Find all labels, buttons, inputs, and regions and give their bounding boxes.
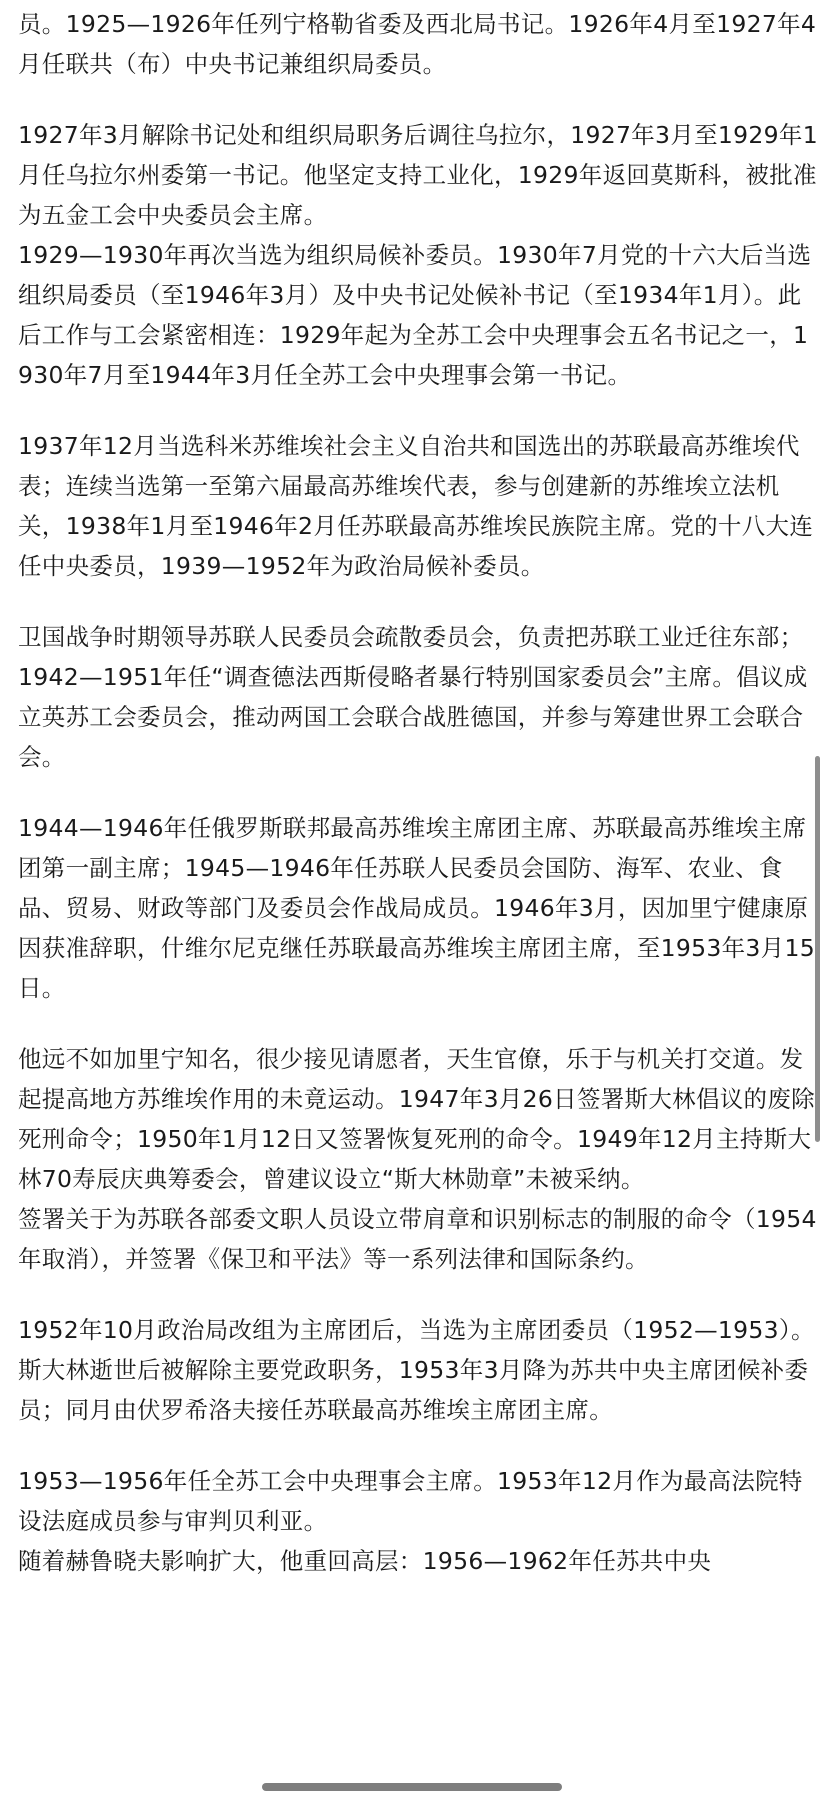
paragraph-4: 1937年12月当选科米苏维埃社会主义自治共和国选出的苏联最高苏维埃代表；连续当选第一至第六届最高苏维埃代表，参与创建新的苏维埃立法机关，1938年1月至1946年2月任苏联最高苏维埃民族院主席。党的十八大连任中央委员，1939—1952年为政治局候补委员。 [18, 432, 814, 580]
paragraph-1: 员。1925—1926年任列宁格勒省委及西北局书记。1926年4月至1927年4月任联共（布）中央书记兼组织局委员。 [18, 10, 817, 78]
paragraph-3: 1929—1930年再次当选为组织局候补委员。1930年7月党的十六大后当选组织局委员（至1946年3月）及中央书记处候补书记（至1934年1月）。此后工作与工会紧密相连：1929年起为全苏工会中央理事会五名书记之一，1930年7月至1944年3月任全苏工会中央理事会第一书记。 [18, 241, 812, 389]
vertical-scrollbar[interactable] [815, 756, 820, 1142]
paragraph-2: 1927年3月解除书记处和组织局职务后调往乌拉尔，1927年3月至1929年1月任乌拉尔州委第一书记。他坚定支持工业化，1929年返回莫斯科，被批准为五金工会中央委员会主席。 [18, 121, 818, 229]
paragraph-10: 1953—1956年任全苏工会中央理事会主席。1953年12月作为最高法院特设法庭成员参与审判贝利亚。 [18, 1467, 803, 1535]
paragraph-7: 他远不如加里宁知名，很少接见请愿者，天生官僚，乐于与机关打交道。发起提高地方苏维埃作用的未竟运动。1947年3月26日签署斯大林倡议的废除死刑命令；1950年1月12日又签署恢复死刑的命令。1949年12月主持斯大林70寿辰庆典筹委会，曾建议设立“斯大林勋章”未被采纳。 [18, 1045, 815, 1193]
home-indicator [262, 1783, 562, 1791]
article-body [18, 0, 818, 1581]
paragraph-6: 1944—1946年任俄罗斯联邦最高苏维埃主席团主席、苏联最高苏维埃主席团第一副主席；1945—1946年任苏联人民委员会国防、海军、农业、食品、贸易、财政等部门及委员会作战局成员。1946年3月，因加里宁健康原因获准辞职，什维尔尼克继任苏联最高苏维埃主席团主席，至1953年3月15日。 [18, 814, 815, 1002]
paragraph-8: 签署关于为苏联各部委文职人员设立带肩章和识别标志的制服的命令（1954年取消），并签署《保卫和平法》等一系列法律和国际条约。 [18, 1205, 817, 1273]
paragraph-11: 随着赫鲁晓夫影响扩大，他重回高层：1956—1962年任苏共中央 [18, 1547, 712, 1575]
paragraph-9: 1952年10月政治局改组为主席团后，当选为主席团委员（1952—1953）。斯大林逝世后被解除主要党政职务，1953年3月降为苏共中央主席团候补委员；同月由伏罗希洛夫接任苏联最高苏维埃主席团主席。 [18, 1316, 815, 1424]
paragraph-5: 卫国战争时期领导苏联人民委员会疏散委员会，负责把苏联工业迁往东部；1942—1951年任“调查德法西斯侵略者暴行特别国家委员会”主席。倡议成立英苏工会委员会，推动两国工会联合战胜德国，并参与筹建世界工会联合会。 [18, 623, 808, 771]
